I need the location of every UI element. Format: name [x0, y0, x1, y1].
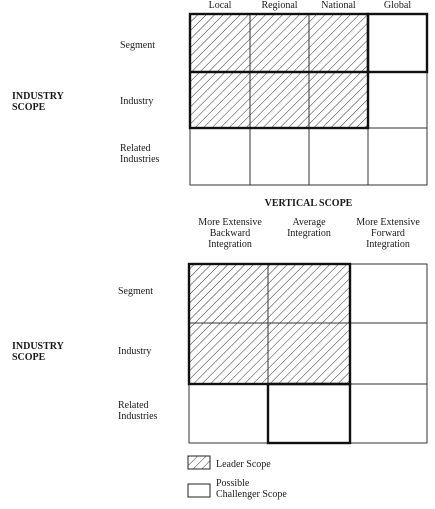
bottom-leader-region [189, 264, 350, 384]
column-header-national: National [321, 0, 356, 11]
row-label-related-line2: Industries [120, 154, 160, 165]
vertical-scope-title: VERTICAL SCOPE [264, 198, 353, 209]
bottom-challenger-outline [268, 384, 350, 443]
row-axis-label-line2-bottom: SCOPE [12, 352, 46, 363]
row-label-industry-bottom: Industry [118, 346, 152, 357]
legend-leader-swatch [188, 456, 210, 469]
column-header-average-line1: Average [292, 217, 326, 228]
row-label-industry: Industry [120, 96, 154, 107]
legend-leader-label: Leader Scope [216, 459, 271, 470]
column-header-forward-line3: Integration [366, 239, 410, 250]
row-label-segment: Segment [120, 40, 155, 51]
column-header-backward-line1: More Extensive [198, 217, 262, 228]
row-label-related-line1: Related [120, 143, 151, 154]
row-axis-label-line1-bottom: INDUSTRY [12, 341, 64, 352]
legend-challenger-label-line2: Challenger Scope [216, 489, 287, 500]
column-header-forward-line1: More Extensive [356, 217, 420, 228]
legend-challenger-label-line1: Possible [216, 478, 250, 489]
row-label-related-line1-bottom: Related [118, 400, 149, 411]
legend-challenger-swatch [188, 484, 210, 497]
column-header-backward-line2: Backward [209, 228, 251, 239]
row-label-related-line2-bottom: Industries [118, 411, 158, 422]
row-axis-label-line1: INDUSTRY [12, 91, 64, 102]
column-header-local: Local [208, 0, 232, 11]
column-header-regional: Regional [261, 0, 298, 11]
top-challenger-outline [368, 14, 427, 72]
column-header-backward-line3: Integration [208, 239, 252, 250]
column-header-forward-line2: Forward [371, 228, 405, 239]
column-header-average-line2: Integration [287, 228, 331, 239]
row-axis-label-line2: SCOPE [12, 102, 46, 113]
column-header-global: Global [383, 0, 412, 11]
row-label-segment-bottom: Segment [118, 286, 153, 297]
